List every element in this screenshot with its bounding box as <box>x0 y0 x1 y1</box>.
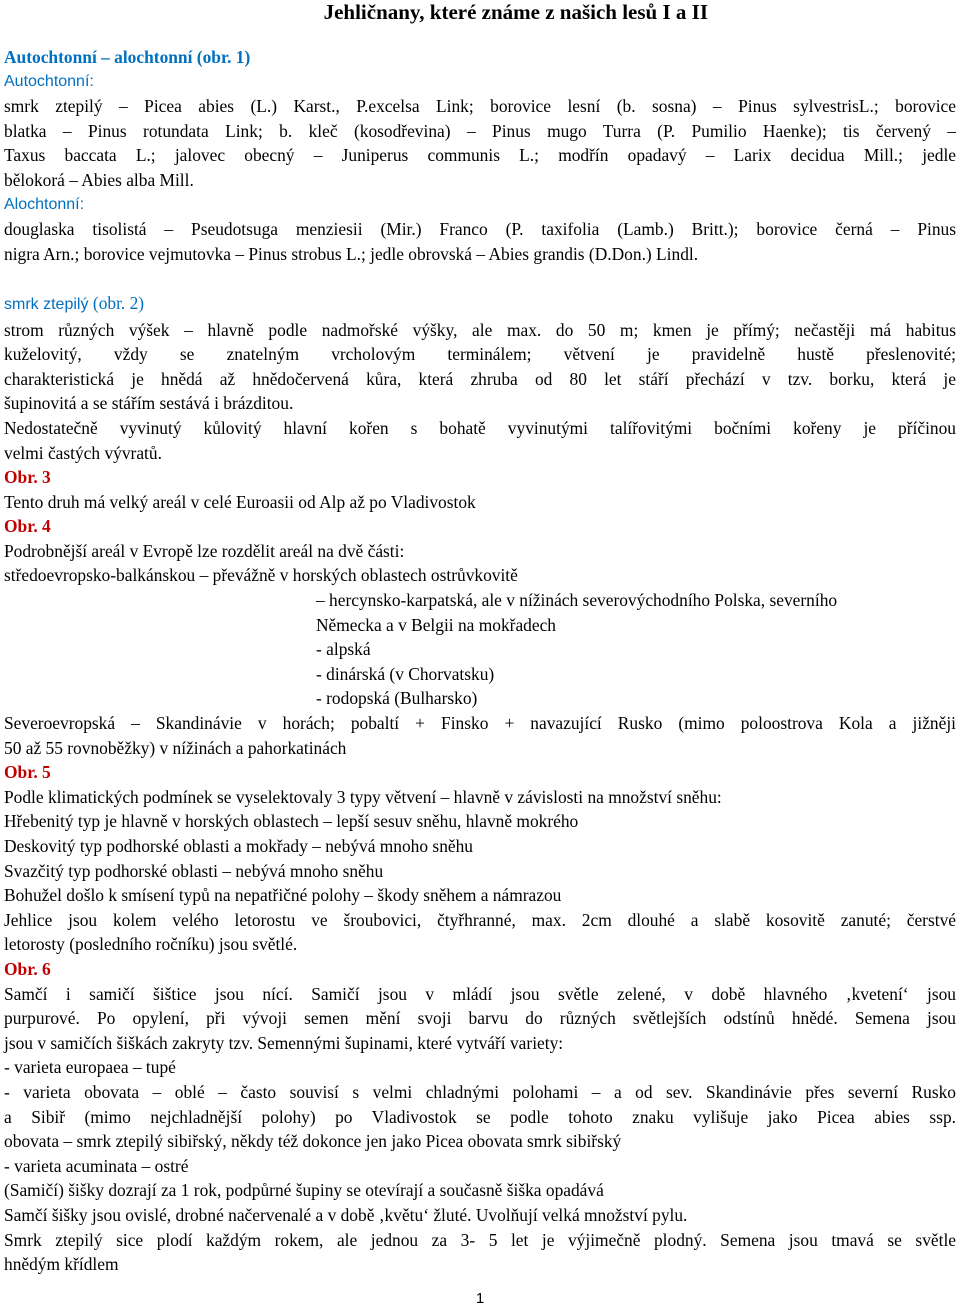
paragraph-line: Svazčitý typ podhorské oblasti – nebývá mnoho sněhu <box>4 860 384 881</box>
paragraph-line: Tento druh má velký areál v celé Euroasii od Alp až po Vladivostok <box>4 491 476 512</box>
paragraph-line: smrk ztepilý – Picea abies (L.) Karst., P.excelsa Link; borovice lesní (b. sosna) – Pinus sylvestrisL.; borovice <box>4 96 956 117</box>
area-sub-item: - dinárská (v Chorvatsku) <box>316 663 495 684</box>
figure-label-obr5: Obr. 5 <box>4 762 51 783</box>
paragraph-line: letorosty (posledního ročníku) jsou světlé. <box>4 934 298 955</box>
paragraph-line: šupinovitá a se stářím sestává i brázditou. <box>4 393 294 414</box>
autochton-label: Autochtonní: <box>4 72 94 90</box>
paragraph-line: bělokorá – Abies alba Mill. <box>4 169 194 190</box>
paragraph-line: Nedostatečně vyvinutý kůlovitý hlavní kořen s bohatě vyvinutými talířovitými bočními kořeny je příčinou <box>4 417 956 438</box>
paragraph-line: (Samičí) šišky dozrají za 1 rok, podpůrné šupiny se otevírají a současně šiška opadává <box>4 1180 604 1201</box>
paragraph-line: Severoevropská – Skandinávie v horách; pobaltí + Finsko + navazující Rusko (mimo poloostrova Kola a jižněji <box>4 713 956 734</box>
area-sub-item: Německa a v Belgii na mokřadech <box>316 614 556 635</box>
figure-label-obr4: Obr. 4 <box>4 516 51 537</box>
paragraph-line: a Sibiř (mimo nejchladnější polohy) po Vladivostok se podle tohoto znaku vylišuje jako Picea abies ssp. <box>4 1106 956 1127</box>
paragraph-line: nigra Arn.; borovice vejmutovka – Pinus strobus L.; jedle obrovská – Abies grandis (D.Don.) Lindl. <box>4 243 699 264</box>
page-title: Jehličnany, které známe z našich lesů I a II <box>323 0 708 24</box>
paragraph-line: jsou v samičích šiškách zakryty tzv. Semennými šupinami, které vytváří variety: <box>4 1032 564 1053</box>
heading-species: smrk ztepilý <box>4 295 93 313</box>
paragraph-line: Podle klimatických podmínek se vyselektovaly 3 typy větvení – hlavně v závislosti na množství sněhu: <box>4 786 722 807</box>
paragraph-line: douglaska tisolistá – Pseudotsuga menziesii (Mir.) Franco (P. taxifolia (Lamb.) Britt.); borovice černá – Pinus <box>4 219 956 240</box>
paragraph-line: Smrk ztepilý sice plodí každým rokem, ale jednou za 3- 5 let je výjimečně plodný. Semena jsou tmavá se světle <box>4 1229 956 1250</box>
paragraph-line: Podrobnější areál v Evropě lze rozdělit areál na dvě části: <box>4 540 405 561</box>
paragraph-line: Hřebenitý typ je hlavně v horských oblastech – lepší sesuv sněhu, hlavně mokrého <box>4 811 579 832</box>
paragraph-line: kuželovitý, vždy se znatelným vrcholovým terminálem; větvení je pravidelně hustě přeslenovité; <box>4 344 956 365</box>
alochton-label: Alochtonní: <box>4 195 85 213</box>
page-number: 1 <box>475 1290 485 1307</box>
paragraph-line: Deskovitý typ podhorské oblasti a mokřady – nebývá mnoho sněhu <box>4 836 473 856</box>
paragraph-line: velmi častých vývratů. <box>4 442 162 463</box>
area-sub-item: – hercynsko-karpatská, ale v nížinách severovýchodního Polska, severního <box>316 590 838 611</box>
section-heading-autochton: Autochtonní – alochtonní (obr. 1) <box>4 47 251 67</box>
paragraph-line: blatka – Pinus rotundata Link; b. kleč (kosodřevina) – Pinus mugo Turra (P. Pumilio Haenke); tis červený – <box>4 120 956 141</box>
paragraph-line: středoevropsko-balkánskou – převážně v horských oblastech ostrůvkovitě <box>4 565 518 586</box>
paragraph-line: - varieta europaea – tupé <box>4 1057 176 1078</box>
paragraph-line: Samčí šišky jsou ovislé, drobné načervenalé a v době ‚květu‘ žluté. Uvolňují velká množství pylu. <box>4 1204 688 1225</box>
paragraph-line: Bohužel došlo k smísení typů na nepatřičné polohy – škody sněhem a námrazou <box>4 885 562 906</box>
paragraph-line: Samčí i samičí šištice jsou nící. Samičí jsou v mládí jsou světle zelené, v době hlavného ‚kvetení‘ jsou <box>4 983 956 1004</box>
heading-figure-ref: (obr. 2) <box>92 292 145 313</box>
area-sub-item: - rodopská (Bulharsko) <box>316 688 478 709</box>
figure-label-obr6: Obr. 6 <box>4 958 51 979</box>
paragraph-line: - varieta obovata – oblé – často souvisí s velmi chladnými polohami – a od sev. Skandinávie přes severní Rusko <box>4 1081 956 1102</box>
section-heading-smrk <box>4 291 956 318</box>
paragraph-line: 50 až 55 rovnoběžky) v nížinách a pahorkatinách <box>4 737 347 758</box>
paragraph-line: - varieta acuminata – ostré <box>4 1155 189 1176</box>
document-body <box>4 45 956 1277</box>
paragraph-line: hnědým křídlem <box>4 1254 119 1275</box>
paragraph-line: strom různých výšek – hlavně podle nadmořské výšky, ale max. do 50 m; kmen je přímý; nečastěji má habitus <box>4 319 956 340</box>
paragraph-line: obovata – smrk ztepilý sibiřský, někdy též dokonce jen jako Picea obovata smrk sibiřský <box>4 1131 622 1152</box>
figure-label-obr3: Obr. 3 <box>4 467 51 488</box>
paragraph-line: charakteristická je hnědá až hnědočervená kůra, která zhruba od 80 let stáří přechází v tzv. borku, která je <box>4 368 956 389</box>
paragraph-line: purpurové. Po opylení, při vývoji semen mění svoji barvu do různých světlejších odstínů hnědé. Semena jsou <box>4 1008 956 1029</box>
paragraph-line: Taxus baccata L.; jalovec obecný – Juniperus communis L.; modřín opadavý – Larix decidua Mill.; jedle <box>4 145 956 166</box>
paragraph-line: Jehlice jsou kolem velého letorostu ve šroubovici, čtyřhranné, max. 2cm dlouhé a slabě kosovitě zanuté; čerstvé <box>4 909 956 930</box>
area-sub-item: - alpská <box>316 639 371 660</box>
